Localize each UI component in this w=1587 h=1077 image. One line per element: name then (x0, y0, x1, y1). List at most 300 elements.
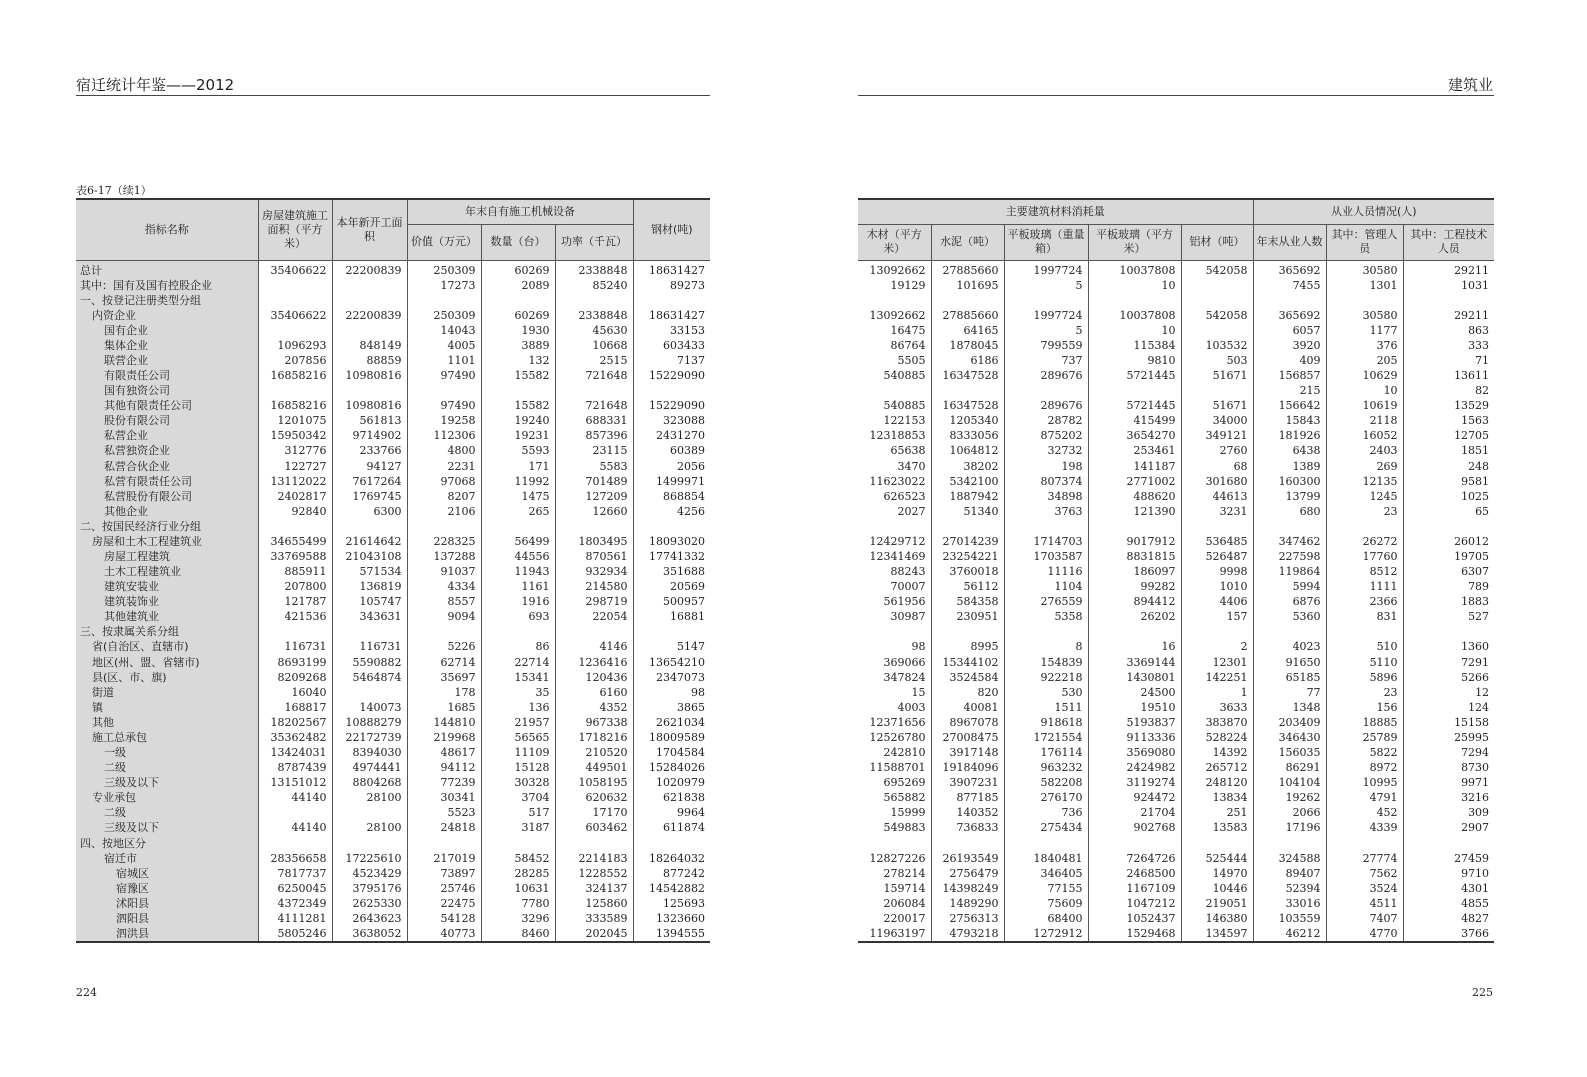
table-cell: 116731 (284, 640, 327, 654)
table-cell (1253, 624, 1326, 639)
table-cell: 301680 (1181, 474, 1253, 489)
table-cell: 2756313 (931, 911, 1004, 926)
table-cell (407, 293, 481, 308)
table-cell: 3907231 (931, 775, 1004, 790)
table-cell (1253, 293, 1326, 308)
table-cell: 542058 (1181, 308, 1253, 323)
table-cell: 60389 (633, 443, 710, 458)
table-cell: 922218 (1004, 670, 1088, 685)
table-cell: 16475 (890, 323, 926, 337)
table-cell: 168817 (284, 700, 327, 714)
table-cell: 6307 (1403, 564, 1494, 579)
row-label: 其他企业 (76, 504, 258, 519)
table-cell (1403, 624, 1494, 639)
table-cell (1004, 624, 1088, 639)
table-cell: 21614642 (332, 534, 407, 549)
table-cell (931, 519, 1004, 534)
table-cell: 3654270 (1088, 428, 1181, 443)
table-cell: 68400 (1004, 911, 1088, 926)
row-label: 施工总承包 (76, 730, 258, 745)
table-row (858, 790, 1494, 805)
table-cell: 30987 (890, 610, 926, 624)
table-cell: 265 (481, 504, 555, 519)
table-cell: 11116 (1004, 564, 1088, 579)
table-cell: 51340 (931, 504, 1004, 519)
table-cell: 3470 (897, 459, 926, 473)
table-cell: 214580 (555, 579, 633, 594)
table-row (76, 624, 710, 639)
table-cell: 4334 (407, 579, 481, 594)
row-label: 建筑安装业 (76, 579, 258, 594)
table-cell: 1930 (481, 323, 555, 338)
table-cell: 4800 (407, 443, 481, 458)
table-cell: 9810 (1088, 353, 1181, 368)
table-cell: 1104 (1004, 579, 1088, 594)
table-cell: 1272912 (1004, 926, 1088, 942)
table-cell: 186097 (1088, 564, 1181, 579)
table-cell: 105747 (332, 594, 407, 609)
table-row (858, 730, 1494, 745)
table-cell: 1475 (481, 489, 555, 504)
table-row (858, 534, 1494, 549)
table-cell (407, 383, 481, 398)
col-header-new-area: 本年新开工面积 (332, 199, 407, 260)
table-cell: 97490 (407, 398, 481, 413)
table-cell: 1851 (1403, 443, 1494, 458)
row-label: 有限责任公司 (76, 368, 258, 383)
table-cell: 144810 (407, 715, 481, 730)
table-cell: 603462 (555, 820, 633, 835)
table-row (858, 896, 1494, 911)
table-cell: 17196 (1253, 820, 1326, 835)
table-row (858, 594, 1494, 609)
table-cell: 5342100 (931, 474, 1004, 489)
table-cell: 9017912 (1088, 534, 1181, 549)
table-cell: 19129 (890, 278, 926, 292)
table-row (858, 474, 1494, 489)
table-cell: 1047212 (1088, 896, 1181, 911)
table-row (76, 715, 710, 730)
table-cell: 4339 (1326, 820, 1403, 835)
table-cell: 3865 (633, 700, 710, 715)
row-label: 房屋工程建筑 (76, 549, 258, 564)
table-cell: 207856 (284, 354, 327, 367)
table-cell: 3763 (1004, 504, 1088, 519)
table-cell (1004, 519, 1088, 534)
table-cell: 18264032 (633, 851, 710, 866)
table-cell: 542058 (1181, 260, 1253, 278)
table-cell: 33016 (1253, 896, 1326, 911)
table-cell: 30580 (1326, 260, 1403, 278)
table-row (76, 609, 710, 624)
table-cell: 1997724 (1004, 308, 1088, 323)
table-cell: 34000 (1181, 413, 1253, 428)
row-label: 集体企业 (76, 338, 258, 353)
table-cell: 28100 (332, 790, 407, 805)
table-row (76, 519, 710, 534)
table-cell: 7617264 (332, 474, 407, 489)
table-cell: 3889 (481, 338, 555, 353)
table-cell: 12135 (1326, 474, 1403, 489)
table-cell: 4855 (1403, 896, 1494, 911)
table-cell: 549883 (883, 821, 926, 835)
table-cell: 1167109 (1088, 881, 1181, 896)
table-cell: 7137 (633, 353, 710, 368)
table-row (76, 564, 710, 579)
table-cell: 176114 (1004, 745, 1088, 760)
row-label: 股份有限公司 (76, 413, 258, 428)
table-cell: 13092662 (869, 263, 926, 277)
table-cell: 2056 (633, 459, 710, 474)
table-cell: 25995 (1403, 730, 1494, 745)
table-cell: 2403 (1326, 443, 1403, 458)
table-cell: 4023 (1253, 639, 1326, 654)
table-row (76, 353, 710, 368)
table-cell (555, 624, 633, 639)
table-cell: 13529 (1403, 398, 1494, 413)
table-number: 表6-17（续1） (76, 184, 152, 197)
table-cell: 2089 (481, 278, 555, 293)
table-cell: 10 (1088, 323, 1181, 338)
table-cell: 56112 (931, 579, 1004, 594)
table-cell: 369066 (883, 655, 926, 669)
table-cell: 2431270 (633, 428, 710, 443)
table-cell (332, 278, 407, 293)
table-row (76, 428, 710, 443)
table-cell: 5822 (1326, 745, 1403, 760)
table-cell: 5 (1004, 278, 1088, 293)
table-cell: 11109 (481, 745, 555, 760)
table-cell: 9710 (1403, 866, 1494, 881)
table-cell: 1348 (1253, 700, 1326, 715)
table-cell: 198 (1004, 459, 1088, 474)
table-cell: 3638052 (332, 926, 407, 942)
table-cell: 701489 (555, 474, 633, 489)
table-row (858, 624, 1494, 639)
row-label: 宿迁市 (76, 851, 258, 866)
table-cell: 22714 (481, 655, 555, 670)
table-cell: 10037808 (1088, 308, 1181, 323)
table-cell (555, 519, 633, 534)
table-row (76, 594, 710, 609)
table-cell: 7294 (1403, 745, 1494, 760)
table-cell: 1394555 (633, 926, 710, 942)
table-cell: 932934 (555, 564, 633, 579)
table-row (858, 368, 1494, 383)
table-row (76, 308, 710, 323)
table-cell: 227598 (1253, 549, 1326, 564)
table-cell: 298719 (555, 594, 633, 609)
table-cell: 207800 (284, 580, 327, 594)
table-cell: 8804268 (332, 775, 407, 790)
table-cell: 3296 (481, 911, 555, 926)
table-row (76, 474, 710, 489)
table-cell: 365692 (1253, 308, 1326, 323)
table-cell: 500957 (633, 594, 710, 609)
col-header-power: 功率（千瓦） (555, 224, 633, 260)
table-cell: 5593 (481, 443, 555, 458)
table-cell: 68 (1181, 459, 1253, 474)
table-cell: 97068 (407, 474, 481, 489)
table-cell: 44556 (481, 549, 555, 564)
table-cell: 4372349 (277, 896, 327, 910)
table-cell: 12429712 (869, 534, 926, 548)
table-cell: 12 (1403, 685, 1494, 700)
table-cell: 721648 (555, 368, 633, 383)
table-cell (633, 293, 710, 308)
table-cell: 17760 (1326, 549, 1403, 564)
table-cell: 156857 (1253, 368, 1326, 383)
table-cell: 2027 (897, 504, 926, 518)
table-cell (1181, 323, 1253, 338)
table-cell: 10 (1088, 278, 1181, 293)
table-cell: 8512 (1326, 564, 1403, 579)
table-cell (258, 293, 332, 308)
table-cell: 88243 (890, 565, 926, 579)
table-cell: 289676 (1004, 398, 1088, 413)
table-row (858, 489, 1494, 504)
table-cell: 12318853 (869, 429, 926, 443)
row-label: 二、按国民经济行业分组 (76, 519, 258, 534)
table-cell: 159714 (883, 881, 926, 895)
table-cell: 70007 (890, 580, 926, 594)
table-row (858, 760, 1494, 775)
table-cell: 1228552 (555, 866, 633, 881)
table-cell: 16858216 (270, 399, 327, 413)
table-cell: 82 (1403, 383, 1494, 398)
table-cell: 4974441 (332, 760, 407, 775)
table-cell (481, 624, 555, 639)
table-cell: 17741332 (633, 549, 710, 564)
table-cell: 136819 (332, 579, 407, 594)
table-cell: 421536 (284, 610, 327, 624)
table-cell: 2366 (1326, 594, 1403, 609)
table-row (858, 459, 1494, 474)
table-cell: 35697 (407, 670, 481, 685)
table-cell: 1511 (1004, 700, 1088, 715)
left-running-header: 宿迁统计年鉴——2012 (76, 76, 235, 94)
table-cell: 8787439 (277, 761, 327, 775)
row-label: 二级 (76, 760, 258, 775)
table-cell: 894412 (1088, 594, 1181, 609)
table-cell: 10888279 (332, 715, 407, 730)
table-cell: 1430801 (1088, 670, 1181, 685)
table-cell: 2621034 (633, 715, 710, 730)
table-cell: 248120 (1181, 775, 1253, 790)
table-cell: 2424982 (1088, 760, 1181, 775)
table-cell: 347824 (883, 670, 926, 684)
col-header-aluminum: 铝材（吨） (1181, 224, 1253, 260)
table-cell: 92840 (291, 504, 327, 518)
table-cell: 10629 (1326, 368, 1403, 383)
table-cell: 1769745 (332, 489, 407, 504)
table-cell: 582208 (1004, 775, 1088, 790)
row-label: 二级 (76, 805, 258, 820)
table-cell: 40081 (931, 700, 1004, 715)
table-cell: 540885 (883, 399, 926, 413)
table-cell: 351688 (633, 564, 710, 579)
table-cell: 343631 (332, 609, 407, 624)
table-cell: 525444 (1181, 851, 1253, 866)
table-cell: 5523 (407, 805, 481, 820)
table-cell: 77 (1253, 685, 1326, 700)
table-cell: 12371656 (869, 715, 926, 729)
table-cell: 452 (1326, 805, 1403, 820)
table-cell: 21043108 (332, 549, 407, 564)
table-cell: 510 (1326, 639, 1403, 654)
table-row (76, 805, 710, 820)
table-cell (332, 805, 407, 820)
table-cell: 276170 (1004, 790, 1088, 805)
table-cell: 122153 (883, 414, 926, 428)
table-row (858, 383, 1494, 398)
table-cell (332, 835, 407, 850)
table-cell: 1 (1181, 685, 1253, 700)
table-cell (1181, 293, 1253, 308)
table-cell (1253, 519, 1326, 534)
table-cell: 10631 (481, 881, 555, 896)
table-cell (1088, 624, 1181, 639)
table-cell: 160300 (1253, 474, 1326, 489)
table-cell: 527 (1403, 609, 1494, 624)
table-cell: 253461 (1088, 443, 1181, 458)
table-cell (1403, 519, 1494, 534)
row-label: 私营企业 (76, 428, 258, 443)
table-cell: 10980816 (332, 368, 407, 383)
table-cell: 13424031 (270, 746, 327, 760)
table-cell: 2338848 (555, 308, 633, 323)
table-cell: 603433 (633, 338, 710, 353)
table-cell: 51671 (1181, 398, 1253, 413)
table-cell: 21704 (1088, 805, 1181, 820)
table-row (858, 685, 1494, 700)
table-cell: 48617 (407, 745, 481, 760)
table-cell (407, 519, 481, 534)
table-cell: 2756479 (931, 866, 1004, 881)
table-cell: 1301 (1326, 278, 1403, 293)
table-row (76, 896, 710, 911)
table-cell (258, 835, 332, 850)
table-cell: 146380 (1181, 911, 1253, 926)
table-cell: 16347528 (931, 368, 1004, 383)
table-row (858, 926, 1494, 942)
table-cell: 18093020 (633, 534, 710, 549)
table-cell (481, 835, 555, 850)
table-cell: 1840481 (1004, 851, 1088, 866)
row-label: 宿城区 (76, 866, 258, 881)
table-cell (555, 835, 633, 850)
table-row (858, 308, 1494, 323)
table-cell: 309 (1403, 805, 1494, 820)
table-cell: 526487 (1181, 549, 1253, 564)
table-cell (1403, 835, 1494, 850)
row-label: 私营有限责任公司 (76, 474, 258, 489)
row-label: 泗洪县 (76, 926, 258, 942)
table-row (76, 338, 710, 353)
table-cell: 29211 (1403, 308, 1494, 323)
table-cell: 16881 (633, 609, 710, 624)
table-cell: 1236416 (555, 655, 633, 670)
table-cell: 98 (633, 685, 710, 700)
table-row (858, 609, 1494, 624)
table-cell: 233766 (332, 443, 407, 458)
table-cell: 15582 (481, 398, 555, 413)
row-label: 其中：国有及国有控股企业 (76, 278, 258, 293)
table-cell: 12660 (555, 504, 633, 519)
table-cell (858, 519, 931, 534)
table-cell: 807374 (1004, 474, 1088, 489)
table-cell: 156 (1326, 700, 1403, 715)
table-cell: 278214 (883, 866, 926, 880)
col-header-cement: 水泥（吨） (931, 224, 1004, 260)
table-cell (332, 323, 407, 338)
table-cell: 5721445 (1088, 398, 1181, 413)
table-cell: 44140 (291, 821, 327, 835)
table-cell: 9113336 (1088, 730, 1181, 745)
row-label: 国有企业 (76, 323, 258, 338)
table-cell (332, 519, 407, 534)
table-cell: 2231 (407, 459, 481, 474)
table-cell (258, 805, 332, 820)
table-cell: 3524584 (931, 670, 1004, 685)
table-cell: 4301 (1403, 881, 1494, 896)
table-cell: 23115 (555, 443, 633, 458)
table-cell: 5193837 (1088, 715, 1181, 730)
table-row (76, 670, 710, 685)
table-cell: 28356658 (270, 851, 327, 865)
col-header-name: 指标名称 (76, 199, 258, 260)
row-label: 私营独资企业 (76, 443, 258, 458)
table-cell (633, 624, 710, 639)
table-cell: 2468500 (1088, 866, 1181, 881)
table-row (76, 835, 710, 850)
table-row (76, 655, 710, 670)
table-cell: 10619 (1326, 398, 1403, 413)
table-cell: 134597 (1181, 926, 1253, 942)
col-header-value: 价值（万元） (407, 224, 481, 260)
table-cell: 94127 (332, 459, 407, 474)
table-cell: 5360 (1253, 609, 1326, 624)
table-cell: 488620 (1088, 489, 1181, 504)
row-label: 总计 (76, 260, 258, 278)
table-cell (1326, 293, 1403, 308)
table-cell: 65638 (890, 444, 926, 458)
table-cell: 1685 (407, 700, 481, 715)
table-cell: 98 (911, 640, 926, 654)
table-row (858, 353, 1494, 368)
table-cell: 517 (481, 805, 555, 820)
table-cell (1326, 519, 1403, 534)
table-row (76, 685, 710, 700)
table-row (858, 338, 1494, 353)
table-cell: 101695 (931, 278, 1004, 293)
table-cell: 1031 (1403, 278, 1494, 293)
table-row (858, 775, 1494, 790)
table-cell: 11963197 (869, 926, 926, 940)
table-cell: 693 (481, 609, 555, 624)
table-cell (555, 383, 633, 398)
table-cell: 5 (1004, 323, 1088, 338)
table-row (858, 260, 1494, 278)
table-row (858, 293, 1494, 308)
table-cell: 122727 (284, 459, 327, 473)
table-cell: 115384 (1088, 338, 1181, 353)
table-cell: 17170 (555, 805, 633, 820)
table-cell: 6160 (555, 685, 633, 700)
table-cell: 1360 (1403, 639, 1494, 654)
table-row (858, 549, 1494, 564)
row-label: 三级及以下 (76, 775, 258, 790)
